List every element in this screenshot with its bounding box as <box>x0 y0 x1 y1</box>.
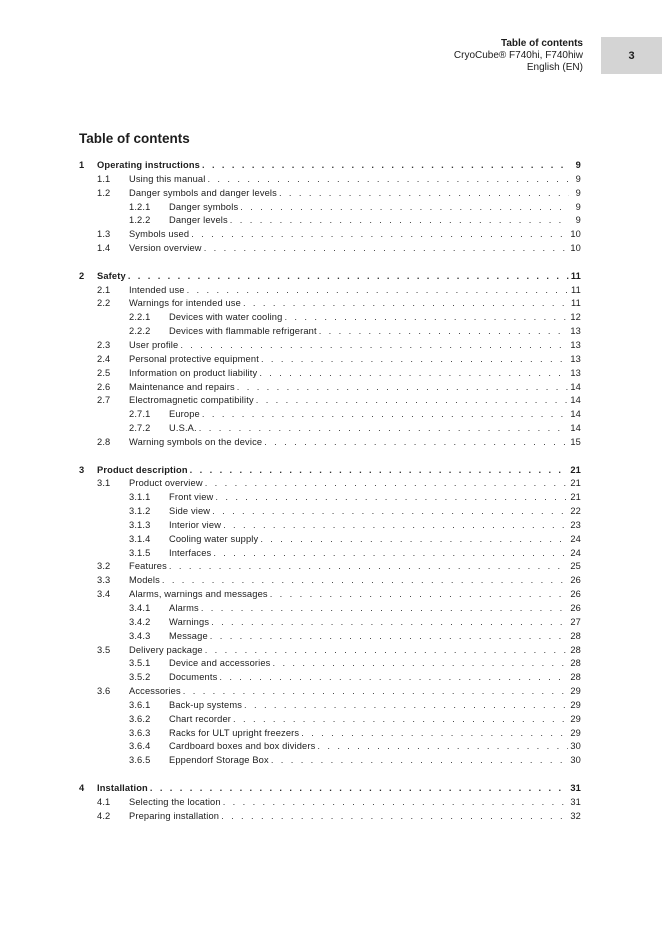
header-title: Table of contents <box>500 38 583 49</box>
dot-leader <box>204 242 569 256</box>
toc-entry-number: 1.4 <box>97 243 111 254</box>
toc-entry-1-3[interactable] <box>79 228 581 242</box>
header-product: CryoCube® F740hi, F740hiw <box>453 50 583 61</box>
toc-entry-number: 1.2.2 <box>129 215 151 226</box>
toc-entry-title: Danger symbols <box>169 201 239 212</box>
toc-entry-4[interactable] <box>79 782 581 796</box>
dot-leader <box>240 201 569 215</box>
dot-leader <box>244 699 568 713</box>
toc-entry-2-2-2[interactable] <box>79 325 581 339</box>
toc-entry-page: 11 <box>570 270 581 281</box>
toc-entry-3-1[interactable] <box>79 477 581 491</box>
toc-entry-page: 13 <box>570 326 581 337</box>
toc-entry-title: Devices with water cooling <box>169 312 283 323</box>
dot-leader <box>233 713 568 727</box>
toc-entry-number: 3 <box>79 464 85 475</box>
toc-entry-page: 13 <box>570 339 581 350</box>
dot-leader <box>219 671 568 685</box>
toc-entry-title: Europe <box>169 409 200 420</box>
toc-entry-3-6-2[interactable] <box>79 713 581 727</box>
toc-entry-number: 1 <box>79 160 85 170</box>
toc-entry-page: 14 <box>570 409 581 420</box>
toc-entry-title: Product overview <box>129 478 203 489</box>
toc-entry-title: Version overview <box>129 243 202 254</box>
toc-entry-title: Back-up systems <box>169 699 243 710</box>
dot-leader <box>221 810 568 824</box>
toc-entry-number: 2.7.1 <box>129 409 151 420</box>
toc-entry-page: 24 <box>570 547 581 558</box>
dot-leader <box>169 560 568 574</box>
toc-entry-page: 21 <box>570 492 581 503</box>
toc-entry-3-2[interactable] <box>79 560 581 574</box>
toc-entry-number: 2.6 <box>97 381 111 392</box>
toc-entry-number: 3.6.1 <box>129 699 151 710</box>
toc-entry-number: 3.2 <box>97 561 111 572</box>
toc-entry-page: 31 <box>570 796 581 807</box>
page-number-tab <box>601 37 662 74</box>
toc-entry-1-2[interactable] <box>79 187 581 201</box>
toc-entry-page: 27 <box>570 616 581 627</box>
header-language: English (EN) <box>526 62 583 73</box>
toc-entry-number: 3.1.5 <box>129 547 151 558</box>
toc-entry-number: 4.2 <box>97 810 111 821</box>
toc-entry-number: 4 <box>79 782 85 793</box>
toc-entry-page: 26 <box>570 589 581 600</box>
toc-entry-title: Using this manual <box>129 173 206 184</box>
toc-entry-title: Danger symbols and danger levels <box>129 187 277 198</box>
dot-leader <box>162 574 568 588</box>
running-header <box>454 38 583 74</box>
toc-entry-number: 1.3 <box>97 229 111 240</box>
toc-entry-title: Alarms, warnings and messages <box>129 589 268 600</box>
toc-entry-number: 3.6.5 <box>129 755 151 766</box>
toc-entry-number: 3.5 <box>97 644 111 655</box>
dot-leader <box>301 727 568 741</box>
toc-entry-title: Intended use <box>129 284 185 295</box>
toc-entry-number: 3.3 <box>97 575 111 586</box>
toc-entry-page: 28 <box>570 630 581 641</box>
dot-leader <box>230 214 569 228</box>
toc-entry-4-2[interactable] <box>79 810 581 824</box>
toc-entry-page: 26 <box>570 603 581 613</box>
toc-entry-number: 1.2 <box>97 187 111 198</box>
toc-entry-page: 29 <box>570 686 581 697</box>
dot-leader <box>211 616 568 630</box>
dot-leader <box>260 533 568 547</box>
toc-entry-number: 2.8 <box>97 436 111 447</box>
dot-leader <box>237 381 569 395</box>
toc-entry-number: 3.5.1 <box>129 658 151 669</box>
toc-entry-number: 2.2 <box>97 298 111 309</box>
toc-entry-page: 9 <box>575 215 581 226</box>
toc-entry-3-6[interactable] <box>79 685 581 699</box>
toc-entry-3-5-2[interactable] <box>79 671 581 685</box>
toc-entry-3[interactable] <box>79 464 581 478</box>
toc-entry-1-4[interactable] <box>79 242 581 256</box>
toc-entry-page: 9 <box>575 160 581 170</box>
toc-entry-number: 2 <box>79 270 85 281</box>
toc-entry-3-1-4[interactable] <box>79 533 581 547</box>
toc-entry-4-1[interactable] <box>79 796 581 810</box>
dot-leader <box>261 353 568 367</box>
toc-entry-page: 13 <box>570 367 581 378</box>
toc-entry-title: Warning symbols on the device <box>129 436 263 447</box>
toc-entry-2-3[interactable] <box>79 339 581 353</box>
toc-entry-page: 13 <box>570 353 581 364</box>
toc-entry-page: 30 <box>570 755 581 766</box>
toc-entry-2-4[interactable] <box>79 353 581 367</box>
toc-entry-page: 14 <box>570 381 581 392</box>
toc-entry-3-1-3[interactable] <box>79 519 581 533</box>
toc-entry-number: 3.1.3 <box>129 519 151 530</box>
toc-entry-title: Racks for ULT upright freezers <box>169 727 300 738</box>
toc-entry-title: Features <box>129 561 167 572</box>
toc-entry-3-4-2[interactable] <box>79 616 581 630</box>
dot-leader <box>190 464 569 478</box>
toc-entry-page: 9 <box>575 187 581 198</box>
dot-leader <box>271 754 569 768</box>
toc-entry-title: User profile <box>129 339 179 350</box>
toc-entry-title: Operating instructions <box>97 160 200 170</box>
toc-entry-2-7-1[interactable] <box>79 408 581 422</box>
toc-entry-page: 9 <box>575 201 581 212</box>
dot-leader <box>319 325 569 339</box>
toc-entry-number: 2.2.2 <box>129 326 151 337</box>
toc-entry-3-1-5[interactable] <box>79 547 581 561</box>
dot-leader <box>199 422 569 436</box>
toc-entry-page: 15 <box>570 436 581 447</box>
toc-entry-page: 11 <box>571 284 581 295</box>
toc-entry-page: 10 <box>570 229 581 240</box>
dot-leader <box>243 297 569 311</box>
toc-entry-number: 2.7 <box>97 395 111 406</box>
toc-entry-2-8[interactable] <box>79 436 581 450</box>
toc-entry-number: 3.5.2 <box>129 672 151 683</box>
toc-entry-2-1[interactable] <box>79 284 581 298</box>
toc-entry-page: 31 <box>570 782 581 793</box>
toc-entry-number: 3.6 <box>97 686 111 697</box>
dot-leader <box>201 602 569 616</box>
toc-entry-page: 28 <box>570 658 581 669</box>
dot-leader <box>215 491 568 505</box>
toc-entry-number: 3.6.3 <box>129 727 151 738</box>
toc-entry-2-5[interactable] <box>79 367 581 381</box>
toc-entry-2-6[interactable] <box>79 381 581 395</box>
toc-entry-3-6-1[interactable] <box>79 699 581 713</box>
toc-entry-number: 3.1 <box>97 478 111 489</box>
toc-entry-page: 29 <box>570 699 581 710</box>
toc-entry-page: 14 <box>570 423 581 434</box>
toc-entry-number: 4.1 <box>97 796 111 807</box>
toc-entry-page: 25 <box>570 561 581 572</box>
dot-leader <box>223 519 568 533</box>
dot-leader <box>191 228 568 242</box>
toc-entry-page: 29 <box>570 713 581 724</box>
dot-leader <box>210 630 569 644</box>
toc-entry-2-7[interactable] <box>79 394 581 408</box>
toc-entry-number: 2.4 <box>97 353 111 364</box>
toc-entry-number: 3.6.2 <box>129 713 151 724</box>
toc-entry-page: 23 <box>570 519 581 530</box>
toc-entry-title: Safety <box>97 270 126 281</box>
toc-entry-number: 3.4.1 <box>129 603 151 613</box>
toc-entry-page: 21 <box>570 464 581 475</box>
toc-entry-title: Personal protective equipment <box>129 353 259 364</box>
toc-entry-3-4-3[interactable] <box>79 630 581 644</box>
toc-entry-3-6-3[interactable] <box>79 727 581 741</box>
toc-entry-3-5[interactable] <box>79 644 581 658</box>
toc-entry-title: Interfaces <box>169 547 212 558</box>
toc-entry-page: 9 <box>575 173 581 184</box>
toc-entry-title: Device and accessories <box>169 658 271 669</box>
dot-leader <box>259 367 568 381</box>
toc-entry-3-3[interactable] <box>79 574 581 588</box>
toc-entry-title: Electromagnetic compatibility <box>129 395 254 406</box>
toc-entry-title: Accessories <box>129 686 181 697</box>
toc-entry-number: 3.1.1 <box>129 492 151 503</box>
toc-entry-number: 3.4 <box>97 589 111 600</box>
table-of-contents <box>79 159 581 824</box>
toc-entry-2-2-1[interactable] <box>79 311 581 325</box>
toc-entry-title: Warnings <box>169 616 210 627</box>
toc-entry-title: Alarms <box>169 603 199 613</box>
toc-entry-1[interactable] <box>79 159 581 173</box>
dot-leader <box>212 505 568 519</box>
toc-entry-3-5-1[interactable] <box>79 657 581 671</box>
toc-entry-3-1-2[interactable] <box>79 505 581 519</box>
dot-leader <box>272 657 568 671</box>
toc-entry-number: 1.1 <box>97 173 111 184</box>
toc-entry-number: 2.5 <box>97 367 111 378</box>
toc-entry-title: Cardboard boxes and box dividers <box>169 741 316 752</box>
toc-heading: Table of contents <box>79 131 190 146</box>
dot-leader <box>317 740 568 754</box>
toc-entry-page: 24 <box>570 533 581 544</box>
dot-leader <box>205 477 569 491</box>
dot-leader <box>264 436 568 450</box>
toc-entry-title: Interior view <box>169 519 222 530</box>
toc-entry-title: Product description <box>97 464 188 475</box>
toc-entry-3-4[interactable] <box>79 588 581 602</box>
toc-entry-page: 21 <box>570 478 581 489</box>
toc-entry-number: 2.7.2 <box>129 423 151 434</box>
toc-entry-title: Documents <box>169 672 218 683</box>
toc-entry-page: 28 <box>570 644 581 655</box>
toc-entry-title: Information on product liability <box>129 367 258 378</box>
toc-entry-number: 3.4.2 <box>129 616 151 627</box>
toc-entry-number: 2.2.1 <box>129 312 151 323</box>
toc-entry-number: 3.4.3 <box>129 630 151 641</box>
dot-leader <box>205 644 569 658</box>
toc-entry-title: Selecting the location <box>129 796 221 807</box>
toc-entry-title: U.S.A. <box>169 423 197 434</box>
toc-entry-page: 30 <box>570 741 581 752</box>
toc-entry-2[interactable] <box>79 270 581 284</box>
toc-entry-number: 3.1.4 <box>129 533 151 544</box>
toc-entry-title: Eppendorf Storage Box <box>169 755 269 766</box>
toc-entry-title: Maintenance and repairs <box>129 381 235 392</box>
toc-entry-title: Side view <box>169 506 211 517</box>
toc-entry-1-1[interactable] <box>79 173 581 187</box>
toc-entry-page: 29 <box>570 727 581 738</box>
toc-entry-number: 2.3 <box>97 339 111 350</box>
toc-entry-title: Symbols used <box>129 229 190 240</box>
dot-leader <box>256 394 569 408</box>
toc-entry-page: 26 <box>570 575 581 586</box>
dot-leader <box>150 782 568 796</box>
toc-entry-page: 32 <box>570 810 581 821</box>
toc-entry-1-2-2[interactable] <box>79 214 581 228</box>
toc-entry-title: Delivery package <box>129 644 203 655</box>
toc-entry-title: Devices with flammable refrigerant <box>169 326 317 337</box>
toc-entry-3-4-1[interactable] <box>79 602 581 616</box>
dot-leader <box>223 796 569 810</box>
toc-entry-1-2-1[interactable] <box>79 201 581 215</box>
toc-entry-page: 12 <box>570 312 581 323</box>
toc-entry-title: Danger levels <box>169 215 228 226</box>
toc-entry-2-2[interactable] <box>79 297 581 311</box>
page-number: 3 <box>628 49 635 62</box>
toc-entry-page: 10 <box>570 243 581 254</box>
toc-entry-2-7-2[interactable] <box>79 422 581 436</box>
toc-entry-number: 3.1.2 <box>129 506 151 517</box>
toc-entry-title: Preparing installation <box>129 810 220 821</box>
toc-entry-page: 11 <box>571 298 581 309</box>
toc-entry-3-1-1[interactable] <box>79 491 581 505</box>
toc-entry-title: Cooling water supply <box>169 533 259 544</box>
toc-entry-title: Models <box>129 575 160 586</box>
dot-leader <box>128 270 569 284</box>
toc-entry-number: 2.1 <box>97 284 111 295</box>
toc-entry-title: Front view <box>169 492 214 503</box>
toc-entry-3-6-4[interactable] <box>79 740 581 754</box>
toc-entry-3-6-5[interactable] <box>79 754 581 768</box>
toc-entry-page: 28 <box>570 672 581 683</box>
toc-entry-title: Message <box>169 630 208 641</box>
toc-entry-page: 22 <box>570 506 581 517</box>
toc-entry-title: Warnings for intended use <box>129 298 241 309</box>
dot-leader <box>202 159 569 173</box>
dot-leader <box>180 339 568 353</box>
toc-entry-number: 1.2.1 <box>129 201 151 212</box>
dot-leader <box>187 284 569 298</box>
dot-leader <box>279 187 569 201</box>
dot-leader <box>202 408 568 422</box>
toc-entry-number: 3.6.4 <box>129 741 151 752</box>
dot-leader <box>284 311 568 325</box>
dot-leader <box>207 173 569 187</box>
dot-leader <box>213 547 568 561</box>
toc-entry-page: 14 <box>570 395 581 406</box>
toc-entry-title: Chart recorder <box>169 713 232 724</box>
dot-leader <box>270 588 569 602</box>
toc-entry-title: Installation <box>97 782 148 793</box>
dot-leader <box>183 685 569 699</box>
